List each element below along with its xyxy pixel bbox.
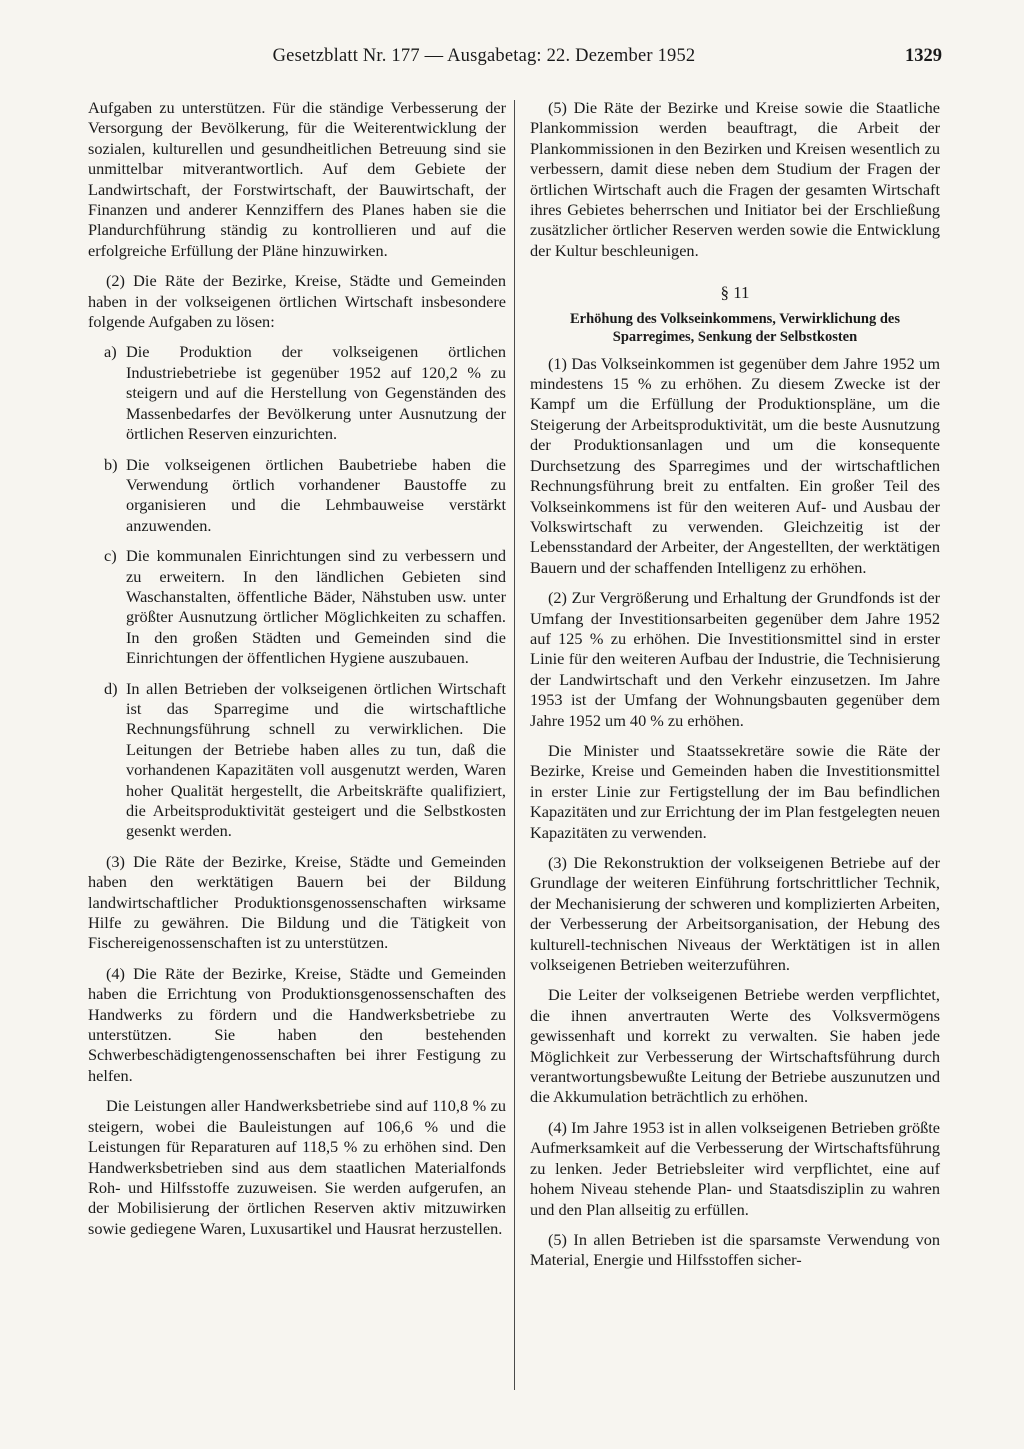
list-item	[88, 455, 506, 537]
section-number: § 11	[720, 283, 750, 303]
paragraph: (1) Das Volkseinkommen ist gegenüber dem Jahre 1952 um mindestens 15 % zu erhöhen. Zu diesem Zwecke ist der Kampf um die Erfüllung der Produktionspläne, um die Steigerung der Arbeitsproduktivität, um die beste Ausnutzung der Produktionsanlagen und um die konsequente Durchsetzung des Sparregimes und der wirtschaftlichen Rechnungsführung breit zu entfalten. Ein großer Teil des Volkseinkommens ist für den weiteren Auf- und Ausbau der Volkswirtschaft zu verwenden. Gleichzeitig ist der Lebensstandard der Arbeiter, der Angestellten, der werktätigen Bauern und der schaffenden Intelligenz zu erhöhen.	[530, 353, 940, 577]
section-title: Erhöhung des Volkseinkommens, Verwirklichung des Sparregimes, Senkung der Selbstkosten	[570, 310, 900, 345]
paragraph: (4) Die Räte der Bezirke, Kreise, Städte und Gemeinden haben die Errichtung von Produktionsgenossenschaften des Handwerks zu fördern und die Handwerksbetriebe zu unterstützen. Sie haben den bestehenden Schwerbeschädigtengenossenschaften bei ihrer Festigung zu helfen.	[88, 963, 506, 1085]
paragraph: Aufgaben zu unterstützen. Für die ständige Verbesserung der Versorgung der Bevölkerung, für die Weiterentwicklung der sozialen, kulturellen und gesundheitlichen Betreuung sind sie unmittelbar mitverantwortlich. Auf dem Gebiete der Landwirtschaft, der Forstwirtschaft, der Bauwirtschaft, der Finanzen und anderer Kennziffern des Planes haben sie die Plandurchführung ständig zu kontrollieren und auf die erfolgreiche Erfüllung der Pläne hinzuwirken.	[88, 98, 506, 260]
gazette-title: Gesetzblatt Nr. 177 — Ausgabetag: 22. Dezember 1952	[272, 46, 696, 66]
paragraph: (5) In allen Betrieben ist die sparsamste Verwendung von Material, Energie und Hilfsstoffen sicher-	[530, 1229, 940, 1270]
list-item-label: a)	[104, 342, 117, 362]
list-item-label: c)	[104, 546, 117, 566]
paragraph: (4) Im Jahre 1953 ist in allen volkseigenen Betrieben größte Aufmerksamkeit auf die Verbesserung der Wirtschaftsführung zu lenken. Jeder Betriebsleiter wird verpflichtet, eine auf hohem Niveau stehende Plan- und Staatsdisziplin zu wahren und den Plan allseitig zu erfüllen.	[530, 1117, 940, 1219]
list-item-text: In allen Betrieben der volkseigenen örtlichen Wirtschaft ist das Sparregime und die wirtschaftliche Rechnungsführung schnell zu verwirklichen. Die Leitungen der Betriebe haben alles zu tun, daß die vorhandenen Kapazitäten voll ausgenutzt werden, Waren hoher Qualität hergestellt, die Arbeitskräfte qualifiziert, die Arbeitsproduktivität gesteigert und die Selbstkosten gesenkt werden.	[126, 678, 506, 841]
list-item-label: b)	[104, 454, 118, 474]
paragraph: (2) Die Räte der Bezirke, Kreise, Städte und Gemeinden haben in der volkseigenen örtlichen Wirtschaft insbesondere folgende Aufgaben zu lösen:	[88, 271, 506, 332]
column-divider	[514, 100, 515, 1390]
list-item-label: d)	[104, 678, 118, 698]
paragraph: Die Minister und Staatssekretäre sowie die Räte der Bezirke, Kreise und Gemeinden haben die Investitionsmittel in erster Linie zur Fertigstellung der im Bau befindlichen Kapazitäten und zur Errichtung der im Plan festgelegten neuen Kapazitäten zu verwenden.	[530, 740, 940, 842]
list-item-text: Die kommunalen Einrichtungen sind zu verbessern und zu erweitern. In den ländlichen Gebieten sind Waschanstalten, öffentliche Bäder, Nähstuben usw. unter größter Ausnutzung örtlicher Möglichkeiten zu schaffen. In den großen Städten und Gemeinden sind die Einrichtungen der öffentlichen Hygiene auszubauen.	[126, 546, 506, 668]
page-header	[86, 44, 942, 72]
paragraph: Die Leiter der volkseigenen Betriebe werden verpflichtet, die ihnen anvertrauten Werte des Volksvermögens gewissenhaft und korrekt zu verwalten. Sie haben jede Möglichkeit zur Verbesserung der Wirtschaftsführung durch verantwortungsbewußte Leitung der Betriebe auszunutzen und die Akkumulation beträchtlich zu erhöhen.	[530, 985, 940, 1107]
page-number: 1329	[905, 46, 942, 66]
list-item	[88, 546, 506, 668]
right-column	[530, 98, 940, 1281]
left-column	[88, 98, 506, 1249]
paragraph: (5) Die Räte der Bezirke und Kreise sowie die Staatliche Plankommission werden beauftragt, die Arbeit der Plankommissionen in den Bezirken und Kreisen wesentlich zu verbessern, damit diese neben dem Studium der Fragen der örtlichen Wirtschaft auch die Fragen der gesamten Wirtschaft ihres Gebietes beherrschen und Initiator bei der Erschließung zusätzlicher örtlicher Reserven werden sowie die Entwicklung der Kultur beschleunigen.	[530, 98, 940, 260]
paragraph: (2) Zur Vergrößerung und Erhaltung der Grundfonds ist der Umfang der Investitionsarbeiten gegenüber dem Jahre 1952 auf 125 % zu erhöhen. Die Investitionsmittel sind in erster Linie für den weiteren Aufbau der Industrie, die Technisierung der Landwirtschaft und den Verkehr einzusetzen. Im Jahre 1953 ist der Umfang der Wohnungsbauten gegenüber dem Jahre 1952 um 40 % zu erhöhen.	[530, 588, 940, 730]
list-item-text: Die Produktion der volkseigenen örtlichen Industriebetriebe ist gegenüber 1952 auf 120,2 % zu steigern und auf die Herstellung von Gegenständen des Massenbedarfes der Bevölkerung unter Ausnutzung der örtlichen Reserven einzurichten.	[126, 342, 506, 444]
paragraph: Die Leistungen aller Handwerksbetriebe sind auf 110,8 % zu steigern, wobei die Bauleistungen auf 106,6 % und die Leistungen für Reparaturen auf 118,5 % zu erhöhen sind. Den Handwerksbetrieben sind aus dem staatlichen Materialfonds Roh- und Hilfsstoffe zuzuweisen. Sie werden aufgerufen, an der Mobilisierung der örtlichen Reserven aktiv mitzuwirken sowie gediegene Waren, Luxusartikel und Hausrat herzustellen.	[88, 1096, 506, 1238]
paragraph: (3) Die Räte der Bezirke, Kreise, Städte und Gemeinden haben den werktätigen Bauern bei der Bildung landwirtschaftlicher Produktionsgenossenschaften wirksame Hilfe zu gewähren. Die Bildung und die Tätigkeit von Fischereigenossenschaften ist zu unterstützen.	[88, 851, 506, 953]
paragraph: (3) Die Rekonstruktion der volkseigenen Betriebe auf der Grundlage der weiteren Einführung fortschrittlicher Technik, der Mechanisierung der schweren und komplizierten Arbeiten, der Verbesserung der Arbeitsorganisation, der Hebung des kulturell-technischen Niveaus der Werktätigen ist in allen volkseigenen Betrieben weiterzuführen.	[530, 853, 940, 975]
list-item-text: Die volkseigenen örtlichen Baubetriebe haben die Verwendung örtlich vorhandener Baustoffe zu organisieren und die Lehmbauweise verstärkt anzuwenden.	[126, 454, 506, 535]
list-item	[88, 679, 506, 842]
list-item	[88, 342, 506, 444]
